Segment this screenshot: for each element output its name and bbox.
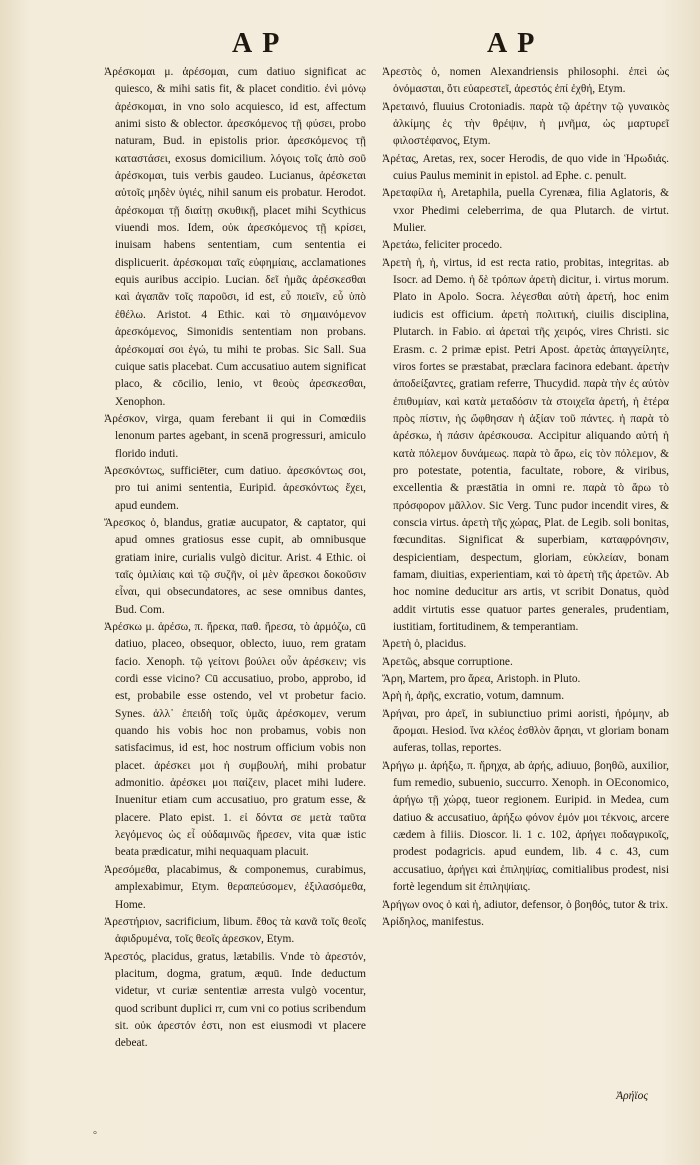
dictionary-entry: Ἀρεταινό, fluuius Crotoniadis. παρὰ τῷ ἀρέτην τῷ γυναικὸς ἀλκίμης ἐς τὴν θρέψιν, ἡ μνῆμα, ὡς μαρτυρεῖ φιλοστέφανος, Etym.: [382, 100, 669, 148]
dictionary-entry: Ἀρετάω, feliciter procedo.: [382, 239, 503, 252]
running-head-left: AP: [232, 28, 290, 59]
dictionary-entry: Ἀρεστήριον, sacrificium, libum. ἔθος τὰ κανᾶ τοῖς θεοῖς ἀφιδρυμένα, τοῖς θεοῖς ἀρεσκον, Etym.: [104, 915, 366, 946]
dictionary-entry: Ἄρεσκος ὁ, blandus, gratiæ aucupator, & captator, qui apud omnes gratiosus esse cupit, ab omnibusque gratiam inire, curialis vulgò dicitur. Arist. 4 Ethic. οἱ ταῖς ὁμιλίαις καὶ τῷ συζῆν, οἱ μὲν ἄρεσκοι δοκοῦσιν εἶναι, qui obsecundatores, ac sese omnibus dantes, Bud. Com.: [104, 516, 366, 616]
dictionary-entry: Ἀρὴ ἡ, ἀρῆς, excratio, votum, damnum.: [382, 690, 565, 703]
dictionary-entry: Ἀρετῶς, absque corruptione.: [382, 655, 513, 668]
dictionary-entry: Ἀρετὴ ἡ, ἡ, virtus, id est recta ratio, probitas, integritas. ab Isocr. ad Demo. ἡ δὲ τρόπων ἀρετὴ dicitur, i. virtus morum. Plato in Apolo. Socra. λέγεσθαι αὐτὴ ἀρετή, hoc enim iudicis est officium. ἀρετὴ πολιτική, ciuilis disciplina, Plutarch. in Fabio. αἱ ἀρεταὶ τῆς χειρός, vires Christi. sic Erasm. c. 2 primæ epist. Petri Apost. ἀρετὰς ἀπαγγείλητε, viros fortes se præstabat, præclara facinora edebant. ἀρετὴν ἀποδείξαντες, gratiam referre, Thucydid. παρὰ τὴν ἐς αὐτὸν ἐπιθυμίαν, καὶ κατὰ μεταδόσιν τὰ στοιχεῖα ἀρετή, ἡ ἑτέρα πρὸς πίστιν, ἡς ὤφθησαν ἡ ἀξίαν τοῦ πάντες. ἡ παρὰ τὸ ἀρέσκω, ἡ πάσιν ἀρέσκουσα. Accipitur aliquando αὐτή ἡ κατὰ πόλεμον δυνάμεως. παρὰ τὸ ἄρω, εἰς τὸν πόλεμον, & pro potestate, potentia, facultate, robore, & viribus, excellentia & præstātia in omni re. παρὰ τὸ ἄρω τὸ πρόσφορον μᾶλλον. Sic Verg. Tunc pudor incendit vires, & conscia virtus. ἀρετὴ τῆς χώρας, Plat. de Legib. soli bonitas, fœcunditas. Significat & superbiam, καταφρόνησιν, despicientiam, despectum, gloriam, εὐκλείαν, bonam famam, diuitias, experientiam, καὶ τὸ ἀρετὴ τῆς ἀρετῶν. Ab hoc nomine deducitur ars artis, vt scribit Donatus, quòd addit virtutis esse quatuor partes generales, prudentiam, iustitiam, fortitudinem, & temperantiam.: [382, 256, 669, 633]
dictionary-entry: Ἀρέτας, Aretas, rex, socer Herodis, de quo vide in Ἡρωδιάς. cuius Paulus meminit in epistol. ad Ephe. c. penult.: [382, 152, 669, 183]
margin-mark: °: [93, 1130, 97, 1141]
dictionary-entry: Ἀρήναι, pro ἀρεῖ, in subiunctiuo primi aoristi, ἠρόμην, ab ἄρομαι. Hesiod. ἵνα κλέος ἐσθλὸν ἄρηαι, vt gloriam bonam auferas, tollas, reportes.: [382, 707, 669, 755]
dictionary-entry: Ἀρεσόμεθα, placabimus, & componemus, curabimus, amplexabimur, Etym. θεραπεύσομεν, ἐξιλασόμεθα, Home.: [104, 863, 366, 911]
dictionary-entry: Ἀρεστός, placidus, gratus, lætabilis. Vnde τὸ ἀρεστόν, placitum, dogma, gratum, æquū. Inde deductum videtur, vt curiæ sententiæ arresta vulgò vocentur, quod scribunt duplici rr, cum vni co potius scribendum sit. οὐκ ἀρεστόν ἐστι, non est eiusmodi vt placere debeat.: [104, 950, 366, 1050]
dictionary-entry: Ἀρέσκον, virga, quam ferebant ii qui in Comœdiis lenonum partes agebant, in scenā progressuri, amiculo florido induti.: [104, 412, 366, 460]
right-column: [382, 64, 669, 931]
dictionary-entry: Ἀρεταφίλα ἡ, Aretaphila, puella Cyrenæa, filia Aglatoris, & vxor Phedimi celeberrima, de qua Plutarch. de virtut. Mulier.: [382, 187, 669, 235]
catchword: Ἀρήϊος: [616, 1090, 648, 1102]
left-column: [104, 64, 366, 1053]
dictionary-entry: Ἀρήγων ονος ὁ καὶ ἡ, adiutor, defensor, ὁ βοηθός, tutor & trix.: [382, 898, 669, 911]
dictionary-entry: Ἀρήγω μ. ἀρήξω, π. ἤρηχα, ab ἀρής, adiuuo, βοηθῶ, auxilior, fum remedio, subuenio, succurro. Xenoph. in OEconomico, ἀρήγω τῇ χώρᾳ, tueor regionem. Euripid. in Medea, cum datiuo & accusatiuo, ἀρήξω φόνον ἐμόν μοι τέκνοις, arcere cædem à filiis. Dioscor. li. 1 c. 102, ἀρήγει ποδαγρικοῖς, prodest podagricis. apud eundem, lib. 4 c. 43, cum accusatiuo, ἀρήγει καὶ ἐπιληψίας, comitialibus prodest, nisi fortè legendum sit ἐπιληψίαις.: [382, 759, 669, 894]
dictionary-entry: Ἀρεσκόντως, sufficiēter, cum datiuo. ἀρεσκόντως σοι, pro tui animi sententia, Euripid. ἀρεσκόντως ἔχει, apud eundem.: [104, 464, 366, 512]
dictionary-entry: Ἀρέσκω μ. ἀρέσω, π. ἤρεκα, παθ. ἤρεσα, τὸ ἀρμόζω, cū datiuo, placeo, obsequor, oblecto, iuuo, rem gratam facio. Xenoph. τῷ γείτονι βούλει οὖν ἀρέσκειν; vis cordi esse vicino? Cū accusatiuo, probo, approbo, id est, probabile esse ostendo, vel vt probetur facio. Synes. ἀλλ᾽ ἐπειδὴ τοῖς ὑμᾶς ἀρέσκομεν, verum quando his vobis hoc non probamus, vobis non satisfacimus, id est, hoc nostrum officium vobis non placet. ἀρέσκει μοι ἡ συμβουλή, mihi probatur admonitio. ἀρέσκει μοι παίζειν, placet mihi ludere. Inuenitur etiam cum accusatiuo, pro gratum esse, & placere. Plato epist. 1. εἰ δόντα σε μετὰ ταῦτα λεγόμενος ὡς εἶ οὐδαμινῶς ἤρεσεν, vita quæ istic beata prædicatur, mihi nequaquam placuit.: [104, 621, 366, 859]
dictionary-entry: Ἀρετὴ ὁ, placidus.: [382, 638, 467, 651]
running-head-right: AP: [487, 28, 545, 59]
dictionary-entry: Ἀρέσκομαι μ. ἀρέσομαι, cum datiuo significat ac quiesco, & mihi satis fit, & placet conditio. ἐνὶ μόνῳ ἀρέσκομαι, in vno solo acquiesco, id est, affectum animi sisto & oblector. ἀρεσκόμενος τῇ φύσει, probo naturam, Bud. in epistolis prior. ἀρεσκόμενος τῇ καταστάσει, exosus domicilium. λόγοις τοῖς ἀπὸ σοῦ ἀρέσκομαι, tuis verbis gaudeo. Lucianus, ἀρέσκεται αὐτοῖς μηδὲν ὑγιές, nihil sanum eis probatur. Herodot. ἀρέσκομαι τῇ διαίτῃ σκυθικῇ, placet mihi Scythicus viuendi mos. Idem, οὐκ ἀρεσκόμενος τῇ κρίσει, inuisam habens sententiam, cum sententia ei displicuerit. ἀρέσκομαι ταῖς εὐφημίαις, acclamationes equis auribus accipio. Lucian. δεῖ ἡμᾶς ἀρέσκεσθαι καὶ ἀγαπᾶν τοῖς παροῦσι, id est, εὖ ποιεῖν, εὖ ὑπὸ ἐθέλω. Aristot. 4 Ethic. καὶ τὸ σημαινόμενον ἀρεσκόμενος, Simonidis sententiam non probans. ἀρέσκομαί σοι ἐγώ, tu mihi te probas. Sic Sall. Sua cuique satis placebat. Cum accusatiuo autem significat placo, & cōcilio, lenio, vt θεοὺς ἀρεσκεσθαι, Xenophon.: [104, 66, 366, 408]
dictionary-entry: Ἀρεστὸς ὁ, nomen Alexandriensis philosophi. ἐπεὶ ὡς ὀνόμασται, ὅτι εὐαρεστεῖ, ἀρεστός ἐπί ἐχθή, Etym.: [382, 66, 669, 96]
dictionary-entry: Ἄρη, Martem, pro ἄρεα, Aristoph. in Pluto.: [382, 673, 581, 686]
dictionary-entry: Ἀρίδηλος, manifestus.: [382, 915, 484, 928]
